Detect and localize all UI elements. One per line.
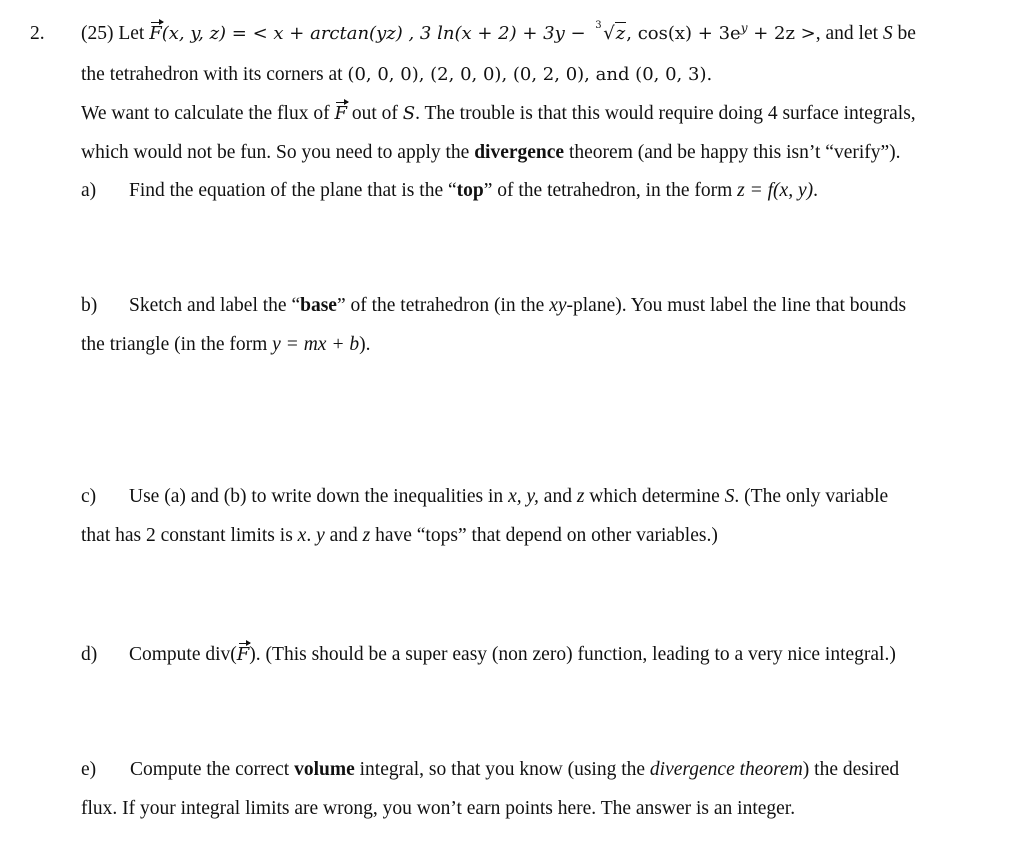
part-c-label: c) bbox=[81, 486, 97, 507]
part-e-text-3: ) the desired bbox=[802, 759, 900, 780]
problem-number: 2. bbox=[30, 23, 45, 44]
problem-statement-line-2 bbox=[81, 65, 712, 85]
part-e-text-1: Compute the correct bbox=[130, 759, 295, 780]
part-c-vars: x, y, bbox=[508, 486, 539, 507]
part-e-line-1 bbox=[81, 760, 899, 780]
part-b-label: b) bbox=[81, 295, 98, 316]
theorem-text: theorem (and be happy this isn’t “verify”). bbox=[564, 142, 901, 163]
part-b-text-1: Sketch and label the “ bbox=[129, 295, 301, 316]
part-a-end: . bbox=[813, 180, 818, 201]
part-b-line-2-text: the triangle (in the form bbox=[81, 334, 273, 355]
exponent-y: y bbox=[740, 21, 748, 35]
part-b-text-3: -plane). You must label the line that bounds bbox=[566, 295, 907, 316]
vector-f-symbol: F bbox=[149, 23, 162, 44]
instruction-line-2 bbox=[81, 143, 901, 163]
part-c-z-2: z bbox=[362, 525, 371, 546]
part-d-text-1: Compute div( bbox=[129, 644, 237, 665]
set-s-symbol-2: S bbox=[402, 103, 416, 124]
part-c-y: y bbox=[316, 525, 325, 546]
part-d bbox=[81, 645, 896, 665]
part-c-line-2-b: . bbox=[306, 525, 317, 546]
cube-root-symbol: 3 √z bbox=[595, 20, 626, 44]
part-b-line-2 bbox=[81, 335, 371, 355]
part-e-line-2 bbox=[81, 799, 795, 819]
xy-plane-italic: xy bbox=[549, 295, 567, 316]
points-text: (25) Let bbox=[81, 23, 150, 44]
part-c-text-1: Use (a) and (b) to write down the inequalities in bbox=[129, 486, 509, 507]
part-d-text-2: ). (This should be a super easy (non zero) function, leading to a very nice integral.) bbox=[249, 644, 896, 665]
corner-points: (0, 0, 0), (2, 0, 0), (0, 2, 0), and (0, 0, 3). bbox=[347, 64, 713, 85]
part-c-line-1 bbox=[81, 487, 888, 507]
part-a-text-1: Find the equation of the plane that is the “ bbox=[129, 180, 457, 201]
part-b-line-1 bbox=[81, 296, 906, 316]
volume-bold: volume bbox=[294, 759, 355, 780]
part-a bbox=[81, 181, 818, 201]
part-c-x: x bbox=[297, 525, 307, 546]
part-c-line-2-c: and bbox=[324, 525, 363, 546]
intro-be: be bbox=[892, 23, 916, 44]
field-end: + 2z > bbox=[747, 23, 816, 44]
base-bold: base bbox=[300, 295, 337, 316]
part-a-formula: z = f(x, y) bbox=[737, 180, 814, 201]
divergence-bold: divergence bbox=[474, 142, 565, 163]
surface-integrals-text: . The trouble is that this would require doing 4 surface integrals, bbox=[415, 103, 916, 124]
instruction-line-1 bbox=[81, 104, 916, 124]
problem-statement-line-1 bbox=[81, 20, 916, 44]
field-definition: (x, y, z) = < x + arctan(yz) , 3 ln(x + 2) + 3y − bbox=[161, 23, 592, 44]
part-a-text-2: ” of the tetrahedron, in the form bbox=[483, 180, 738, 201]
cube-root-index: 3 bbox=[595, 20, 602, 31]
part-c-z: z bbox=[576, 486, 585, 507]
part-c-and: and bbox=[538, 486, 577, 507]
part-b-formula: y = mx + b bbox=[272, 334, 360, 355]
apply-text: which would not be fun. So you need to apply the bbox=[81, 142, 475, 163]
part-c-line-2-a: that has 2 constant limits is bbox=[81, 525, 298, 546]
part-c-s: S bbox=[724, 486, 735, 507]
part-c-text-3: . (The only variable bbox=[734, 486, 889, 507]
vector-f-symbol-2: F bbox=[334, 103, 347, 124]
intro-connector: , and let bbox=[815, 23, 883, 44]
top-bold: top bbox=[456, 180, 484, 201]
part-b-text-2: ” of the tetrahedron (in the bbox=[336, 295, 550, 316]
set-s-symbol: S bbox=[882, 23, 893, 44]
divergence-theorem-italic: divergence theorem bbox=[649, 759, 803, 780]
part-e-label: e) bbox=[81, 759, 97, 780]
part-d-label: d) bbox=[81, 644, 98, 665]
part-a-label: a) bbox=[81, 180, 97, 201]
vector-f-symbol-3: F bbox=[236, 644, 250, 665]
out-of-text: out of bbox=[346, 103, 403, 124]
cube-root-argument: z bbox=[615, 23, 626, 44]
part-c-line-2-d: have “tops” that depend on other variables.) bbox=[370, 525, 718, 546]
part-b-end: ). bbox=[359, 334, 371, 355]
part-e-text-2: integral, so that you know (using the bbox=[354, 759, 650, 780]
part-c-text-2: which determine bbox=[584, 486, 725, 507]
flux-text: We want to calculate the flux of bbox=[81, 103, 335, 124]
field-third-component: , cos(x) + 3e bbox=[626, 23, 741, 44]
part-e-line-2-text: flux. If your integral limits are wrong, you won’t earn points here. The answer is an integer. bbox=[81, 798, 796, 819]
tetrahedron-text: the tetrahedron with its corners at bbox=[81, 64, 348, 85]
part-c-line-2 bbox=[81, 526, 718, 546]
